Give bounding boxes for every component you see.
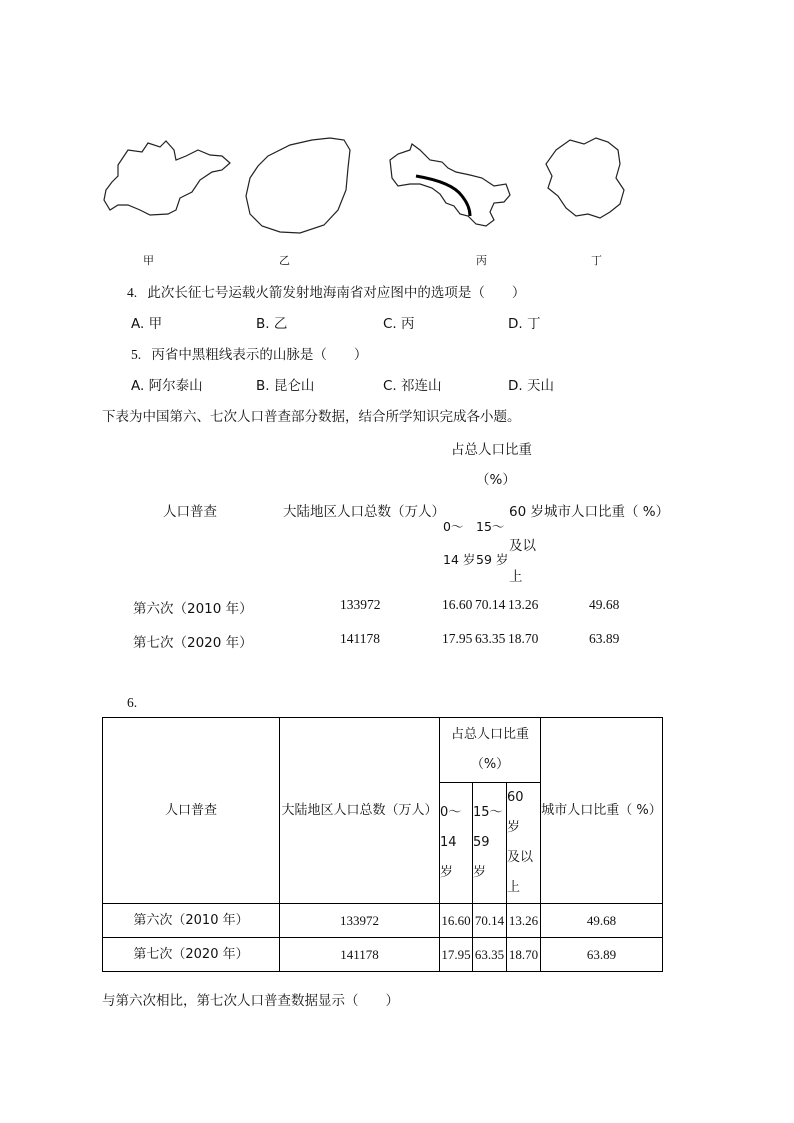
table-row <box>103 904 663 938</box>
row2-total: 141178 <box>340 631 380 646</box>
header-age3-line3: 上 <box>507 880 521 895</box>
q4-option-b: B. 乙 <box>256 316 288 332</box>
row2-census: 第七次（2020 年） <box>103 938 280 972</box>
map-label-yi: 乙 <box>279 254 290 267</box>
row2-a: 17.95 <box>442 631 473 646</box>
row1-total: 133972 <box>340 597 381 612</box>
row1-census: 第六次（2010 年） <box>103 904 280 938</box>
table-row <box>103 938 663 972</box>
question-number: 5. <box>131 347 142 362</box>
header-share-line2: （%） <box>470 757 510 772</box>
row1-b: 70.14 <box>473 904 507 938</box>
header-urban-age3 <box>509 500 669 520</box>
row1-total: 133972 <box>280 904 440 938</box>
header-age3-line3: 上 <box>509 569 523 585</box>
header-age2 <box>473 783 507 904</box>
q5-option-d: D. 天山 <box>508 378 554 394</box>
row2-urban: 63.89 <box>589 631 620 646</box>
q4-option-c: C. 丙 <box>383 316 415 332</box>
row1-census: 第六次（2010 年） <box>133 601 253 617</box>
header-age1-line1: 0～ <box>440 805 462 820</box>
q5-option-c: C. 祁连山 <box>383 378 442 394</box>
question-4 <box>127 281 525 301</box>
row2-b: 63.35 <box>473 938 507 972</box>
row2-a: 17.95 <box>440 938 473 972</box>
q4-option-a: A. 甲 <box>131 316 163 332</box>
header-age1-line2: 14 岁 <box>440 835 457 880</box>
header-age3 <box>507 783 541 904</box>
map-jia <box>104 141 230 215</box>
header-age2-line1: 15～ <box>473 805 503 820</box>
header-age3-line1: 60 岁 <box>509 504 544 520</box>
row2-c: 18.70 <box>507 938 541 972</box>
row1-a: 16.60 <box>440 904 473 938</box>
header-age1-line1: 0～ <box>443 519 464 534</box>
header-share-line2: （%） <box>476 472 516 488</box>
header-age3-line2: 及以 <box>507 850 534 865</box>
row1-urban: 49.68 <box>589 597 620 612</box>
map-label-bing: 丙 <box>476 254 487 267</box>
province-maps <box>0 0 794 280</box>
question-number: 4. <box>127 285 138 300</box>
header-age1-line2: 14 岁 <box>443 552 476 567</box>
header-share-line1: 占总人口比重 <box>451 442 532 458</box>
map-yi <box>246 138 350 233</box>
question-6-text: 与第六次相比，第七次人口普查数据显示（ ） <box>102 993 399 1009</box>
map-label-jia: 甲 <box>143 254 154 267</box>
header-urban: 城市人口比重（ %） <box>543 504 670 520</box>
header-urban: 城市人口比重（ %） <box>541 718 663 904</box>
header-age2-line2: 59 岁 <box>473 835 490 880</box>
header-age2-line2: 59 岁 <box>476 552 509 567</box>
header-age3-line1: 60 岁 <box>507 790 524 835</box>
header-age3-line2: 及以 <box>509 538 536 554</box>
question-5 <box>131 343 367 363</box>
q4-option-d: D. 丁 <box>508 316 541 332</box>
section-intro: 下表为中国第六、七次人口普查部分数据，结合所学知识完成各小题。 <box>102 409 521 425</box>
row2-c: 18.70 <box>508 631 539 646</box>
qilian-mountain-line <box>416 176 470 216</box>
header-total: 大陆地区人口总数（万人） <box>283 504 445 520</box>
header-share-line1: 占总人口比重 <box>450 727 529 742</box>
row1-c: 13.26 <box>507 904 541 938</box>
header-census: 人口普查 <box>163 504 217 520</box>
header-census: 人口普查 <box>103 718 280 904</box>
row2-b: 63.35 <box>475 631 506 646</box>
question-text: 此次长征七号运载火箭发射地海南省对应图中的选项是（ ） <box>147 285 526 301</box>
row2-total: 141178 <box>280 938 440 972</box>
question-text: 丙省中黑粗线表示的山脉是（ ） <box>151 347 368 363</box>
header-total: 大陆地区人口总数（万人） <box>280 718 440 904</box>
map-ding <box>546 138 624 218</box>
row1-c: 13.26 <box>508 597 539 612</box>
question-6-number: 6. <box>127 695 138 710</box>
header-share <box>440 718 541 783</box>
row1-a: 16.60 <box>442 597 473 612</box>
row1-b: 70.14 <box>475 597 506 612</box>
row1-urban: 49.68 <box>541 904 663 938</box>
row2-urban: 63.89 <box>541 938 663 972</box>
q5-option-a: A. 阿尔泰山 <box>131 378 203 394</box>
table-bordered <box>102 717 663 972</box>
map-label-ding: 丁 <box>591 254 602 267</box>
header-age2-line1: 15～ <box>476 519 505 534</box>
q5-option-b: B. 昆仑山 <box>256 378 315 394</box>
header-age1 <box>440 783 473 904</box>
row2-census: 第七次（2020 年） <box>133 635 253 651</box>
